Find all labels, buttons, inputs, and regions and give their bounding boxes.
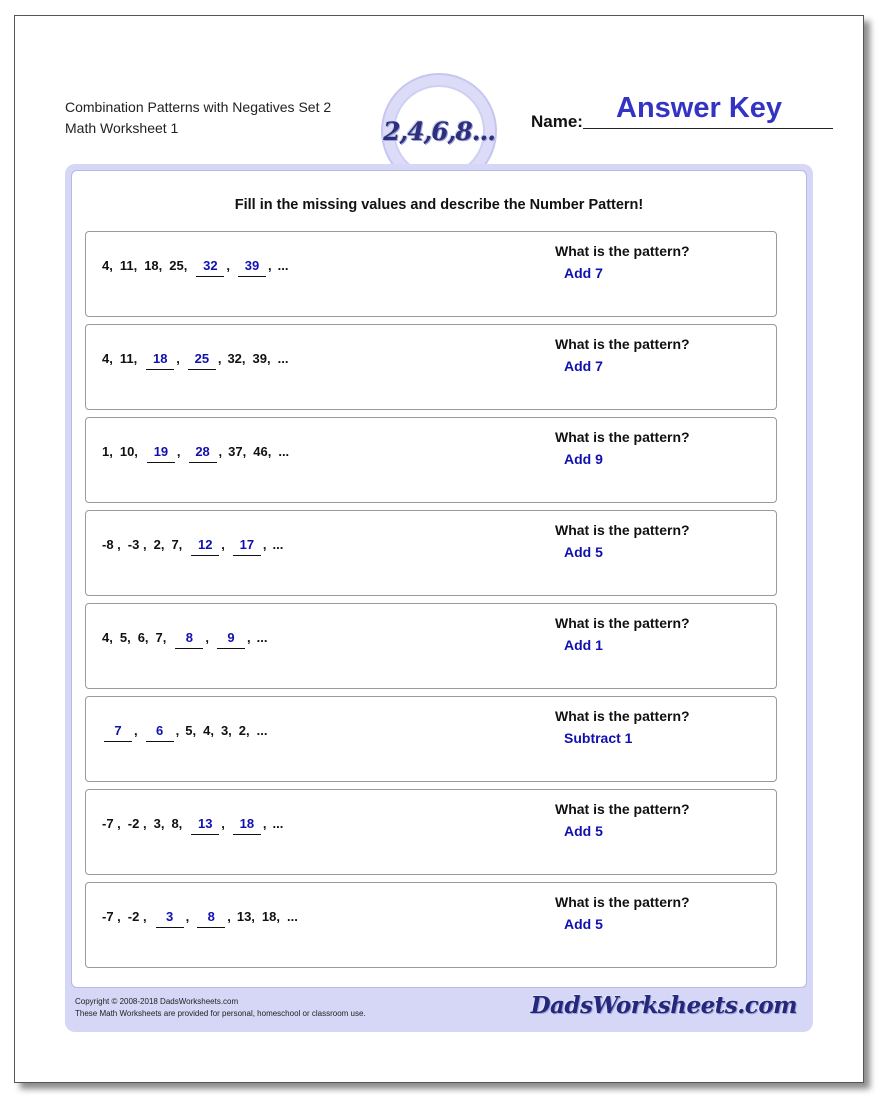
sequence-term: ,: [134, 723, 138, 738]
sequence-term: 10,: [119, 444, 138, 459]
answer-blank[interactable]: 17: [233, 537, 261, 556]
name-field: [531, 90, 833, 130]
name-label: Name:: [531, 112, 583, 131]
sequence-term: -7 ,: [102, 816, 121, 831]
answer-blank[interactable]: 19: [147, 444, 175, 463]
number-sequence: [102, 351, 295, 370]
answer-blank[interactable]: 12: [191, 537, 219, 556]
answer-blank[interactable]: 6: [146, 723, 174, 742]
pattern-answer[interactable]: Add 7: [564, 358, 603, 374]
sequence-term: 11,: [119, 258, 138, 273]
pattern-answer[interactable]: Add 1: [564, 637, 603, 653]
sequence-logo-text: 2,4,6,8...: [383, 116, 495, 146]
footer-text: [75, 996, 366, 1020]
sequence-term: ,: [221, 537, 225, 552]
sequence-term: 32,: [227, 351, 246, 366]
sequence-term: 7,: [155, 630, 167, 645]
sequence-term: 3,: [220, 723, 232, 738]
answer-blank[interactable]: 13: [191, 816, 219, 835]
number-sequence: [102, 537, 290, 556]
sequence-term: 4,: [102, 630, 113, 645]
pattern-answer[interactable]: Add 5: [564, 544, 603, 560]
sequence-term: ,: [217, 351, 222, 366]
sequence-term: -2 ,: [127, 816, 147, 831]
sequence-term: -8 ,: [102, 537, 121, 552]
sequence-term: ,: [175, 723, 180, 738]
sequence-term: 6,: [137, 630, 149, 645]
pattern-answer[interactable]: Add 5: [564, 916, 603, 932]
sequence-term: 2,: [153, 537, 165, 552]
sequence-term: ,: [262, 537, 267, 552]
number-sequence: [102, 444, 296, 463]
sequence-term: 4,: [102, 258, 113, 273]
sequence-term: 4,: [203, 723, 214, 738]
answer-blank[interactable]: 8: [197, 909, 225, 928]
problem-box: [85, 696, 777, 782]
sequence-term: ,: [262, 816, 267, 831]
problem-box: [85, 417, 777, 503]
answer-blank[interactable]: 18: [233, 816, 261, 835]
sequence-term: 46,: [253, 444, 272, 459]
pattern-question: What is the pattern?: [555, 615, 690, 631]
worksheet-page: [14, 15, 864, 1083]
sequence-term: ...: [277, 258, 289, 273]
answer-blank[interactable]: 28: [189, 444, 217, 463]
copyright-text: Copyright © 2008-2018 DadsWorksheets.com: [75, 997, 239, 1006]
problem-box: [85, 324, 777, 410]
sequence-term: ...: [272, 816, 284, 831]
sequence-term: -7 ,: [102, 909, 121, 924]
dadsworksheets-logo: DadsWorksheets.com: [530, 992, 797, 1019]
sequence-term: 18,: [144, 258, 163, 273]
sequence-term: 25,: [169, 258, 188, 273]
usage-notice: These Math Worksheets are provided for personal, homeschool or classroom use.: [75, 1009, 366, 1018]
sequence-term: ,: [205, 630, 209, 645]
pattern-question: What is the pattern?: [555, 894, 690, 910]
number-sequence: [102, 816, 290, 835]
sequence-term: 39,: [252, 351, 271, 366]
sequence-term: ,: [267, 258, 272, 273]
title-line-1: Combination Patterns with Negatives Set 2: [65, 99, 332, 115]
answer-blank[interactable]: 7: [104, 723, 132, 742]
sequence-term: 5,: [119, 630, 131, 645]
pattern-question: What is the pattern?: [555, 243, 690, 259]
answer-blank[interactable]: 3: [156, 909, 184, 928]
sequence-term: 2,: [238, 723, 250, 738]
answer-blank[interactable]: 39: [238, 258, 266, 277]
problem-box: [85, 789, 777, 875]
problem-box: [85, 231, 777, 317]
sequence-term: 37,: [228, 444, 247, 459]
problems-frame: [65, 164, 813, 1032]
answer-blank[interactable]: 9: [217, 630, 245, 649]
sequence-term: ,: [176, 444, 181, 459]
answer-key-text: Answer Key: [616, 92, 783, 124]
pattern-question: What is the pattern?: [555, 708, 690, 724]
sequence-term: ...: [277, 351, 289, 366]
problem-box: [85, 510, 777, 596]
sequence-term: 8,: [171, 816, 183, 831]
name-underline: [583, 128, 833, 129]
sequence-term: ...: [272, 537, 284, 552]
problems-panel: [71, 170, 807, 988]
problem-box: [85, 882, 777, 968]
pattern-answer[interactable]: Add 7: [564, 265, 603, 281]
sequence-term: 4,: [102, 351, 113, 366]
sequence-term: ,: [185, 909, 190, 924]
answer-blank[interactable]: 8: [175, 630, 203, 649]
worksheet-title: [65, 97, 331, 139]
pattern-question: What is the pattern?: [555, 336, 690, 352]
sequence-term: -2 ,: [127, 909, 147, 924]
pattern-answer[interactable]: Add 9: [564, 451, 603, 467]
sequence-term: ...: [256, 630, 268, 645]
sequence-term: ...: [287, 909, 298, 924]
sequence-term: 3,: [153, 816, 165, 831]
sequence-term: ,: [227, 909, 231, 924]
sequence-term: ,: [176, 351, 180, 366]
sequence-term: 5,: [185, 723, 197, 738]
pattern-answer[interactable]: Add 5: [564, 823, 603, 839]
pattern-question: What is the pattern?: [555, 801, 690, 817]
answer-blank[interactable]: 32: [196, 258, 224, 277]
sequence-term: ...: [256, 723, 268, 738]
pattern-answer[interactable]: Subtract 1: [564, 730, 633, 746]
title-line-2: Math Worksheet 1: [65, 120, 179, 136]
number-sequence: [102, 723, 274, 742]
problem-box: [85, 603, 777, 689]
instructions: Fill in the missing values and describe the Number Pattern!: [234, 197, 644, 213]
answer-blank[interactable]: 25: [188, 351, 216, 370]
number-sequence: [102, 630, 274, 649]
sequence-term: 1,: [102, 444, 113, 459]
sequence-term: ,: [226, 258, 230, 273]
sequence-term: ...: [278, 444, 290, 459]
sequence-term: 18,: [261, 909, 280, 924]
sequence-term: ,: [247, 630, 251, 645]
sequence-term: 13,: [236, 909, 255, 924]
answer-blank[interactable]: 18: [146, 351, 174, 370]
number-sequence: [102, 258, 295, 277]
sequence-term: 7,: [171, 537, 183, 552]
sequence-term: ,: [218, 444, 223, 459]
sequence-term: 11,: [119, 351, 138, 366]
pattern-question: What is the pattern?: [555, 522, 690, 538]
sequence-term: ,: [221, 816, 225, 831]
number-sequence: [102, 909, 305, 928]
sequence-term: -3 ,: [127, 537, 147, 552]
pattern-question: What is the pattern?: [555, 429, 690, 445]
